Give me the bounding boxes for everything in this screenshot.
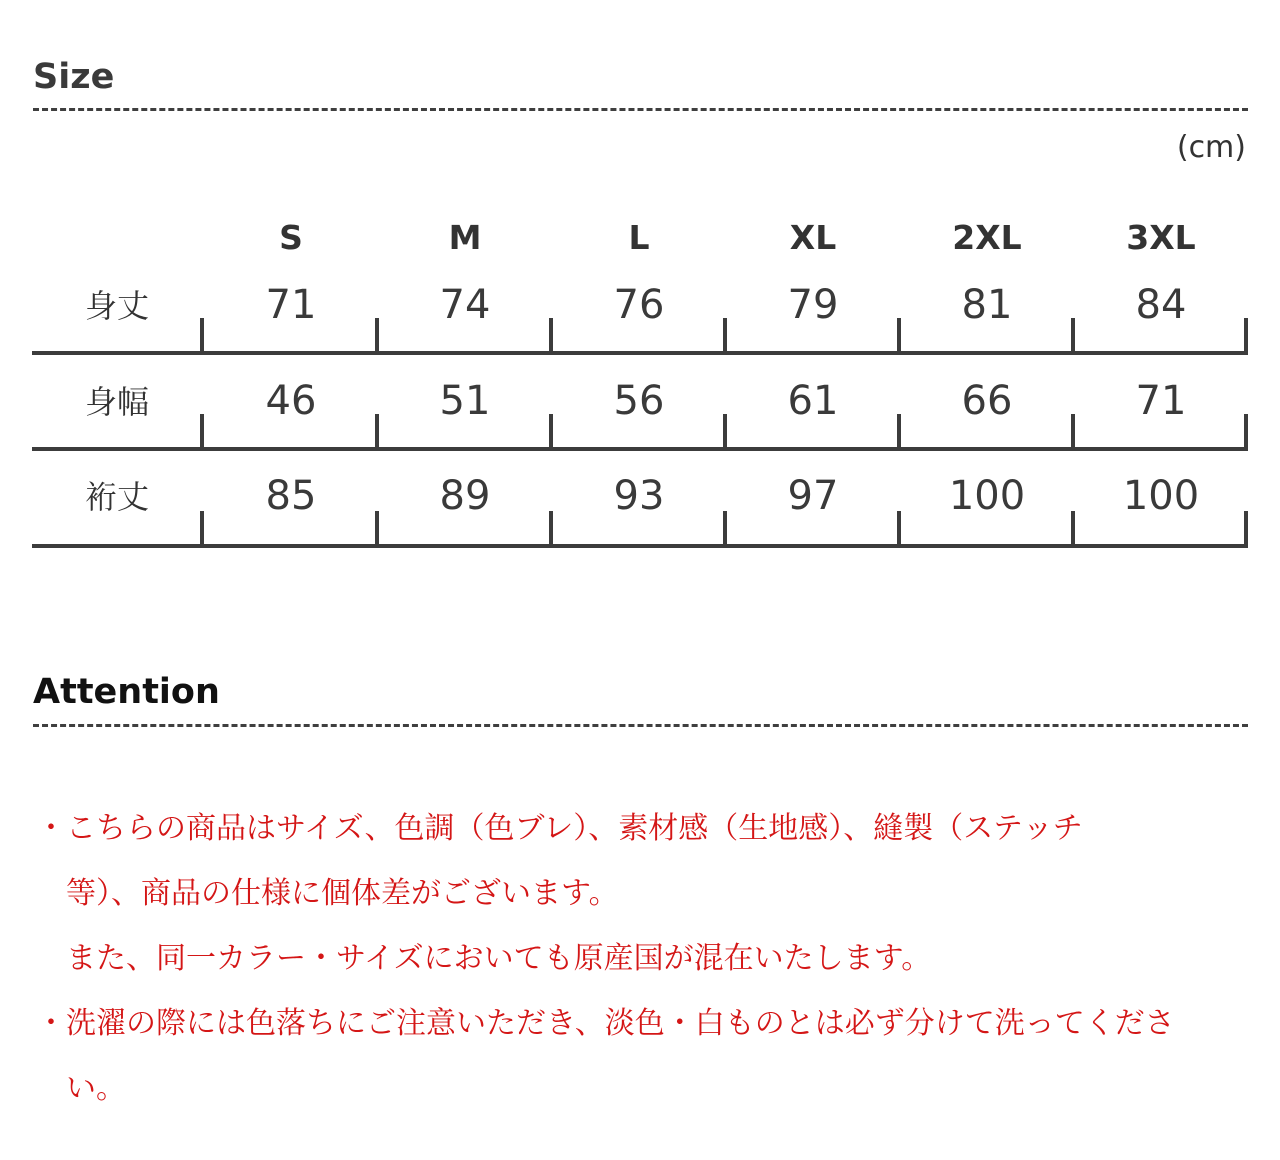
row-baseline xyxy=(32,351,1248,355)
table-cell: 51 xyxy=(439,378,491,424)
table-cell: 93 xyxy=(613,473,665,519)
table-cell: 89 xyxy=(439,473,491,519)
row-label: 裄丈 xyxy=(84,478,149,516)
table-row-sleeve-length xyxy=(32,471,1248,561)
column-tick xyxy=(549,511,553,545)
table-cell: 74 xyxy=(439,282,491,328)
column-header-2xl: 2XL xyxy=(952,218,1022,257)
table-cell: 81 xyxy=(961,282,1013,328)
attention-divider xyxy=(33,724,1248,727)
table-cell: 100 xyxy=(948,473,1026,519)
note-line xyxy=(36,861,1256,926)
note-line xyxy=(36,796,1256,861)
attention-heading: Attention xyxy=(33,672,220,712)
attention-notes xyxy=(36,796,1256,1121)
note-text: また、同一カラー・サイズにおいても原産国が混在いたします。 xyxy=(66,941,932,976)
bullet-marker: ・ xyxy=(36,811,66,846)
column-tick xyxy=(375,511,379,545)
column-tick xyxy=(723,511,727,545)
column-header-m: M xyxy=(448,218,482,257)
column-tick xyxy=(1244,414,1248,448)
column-tick xyxy=(1244,511,1248,545)
column-tick xyxy=(723,414,727,448)
column-tick xyxy=(549,414,553,448)
column-tick xyxy=(897,511,901,545)
table-cell: 100 xyxy=(1122,473,1200,519)
column-tick xyxy=(897,414,901,448)
note-text: 洗濯の際には色落ちにご注意いただき、淡色・白ものとは必ず分けて洗ってくださ xyxy=(66,1006,1175,1041)
table-cell: 97 xyxy=(787,473,839,519)
table-cell: 66 xyxy=(961,378,1013,424)
row-label: 身幅 xyxy=(84,383,149,421)
table-cell: 46 xyxy=(265,378,317,424)
bullet-marker: ・ xyxy=(36,1006,66,1041)
column-tick xyxy=(200,414,204,448)
note-line xyxy=(36,926,1256,991)
note-line xyxy=(36,1056,1256,1121)
column-tick xyxy=(723,318,727,352)
row-baseline xyxy=(32,544,1248,548)
size-heading: Size xyxy=(33,57,115,97)
column-tick xyxy=(200,318,204,352)
table-cell: 71 xyxy=(1135,378,1187,424)
size-table xyxy=(32,0,1248,560)
column-tick xyxy=(375,318,379,352)
table-cell: 79 xyxy=(787,282,839,328)
table-cell: 84 xyxy=(1135,282,1187,328)
column-tick xyxy=(1244,318,1248,352)
column-tick xyxy=(375,414,379,448)
table-row-body-width xyxy=(32,376,1248,466)
table-cell: 71 xyxy=(265,282,317,328)
column-header-xl: XL xyxy=(789,218,837,257)
table-cell: 56 xyxy=(613,378,665,424)
column-tick xyxy=(1071,318,1075,352)
row-label: 身丈 xyxy=(84,287,149,325)
column-tick xyxy=(897,318,901,352)
table-cell: 61 xyxy=(787,378,839,424)
column-header-3xl: 3XL xyxy=(1126,218,1196,257)
column-tick xyxy=(549,318,553,352)
note-text: 等）、商品の仕様に個体差がございます。 xyxy=(66,876,619,911)
column-tick xyxy=(1071,511,1075,545)
note-text: い。 xyxy=(66,1071,126,1106)
row-baseline xyxy=(32,447,1248,451)
unit-label: (cm) xyxy=(1176,130,1246,165)
column-tick xyxy=(1071,414,1075,448)
column-header-l: L xyxy=(628,218,650,257)
table-cell: 85 xyxy=(265,473,317,519)
table-cell: 76 xyxy=(613,282,665,328)
note-text: こちらの商品はサイズ、色調（色ブレ）、素材感（生地感）、縫製（ステッチ xyxy=(66,811,1083,846)
table-row-body-length xyxy=(32,280,1248,370)
column-header-s: S xyxy=(279,218,303,257)
note-line xyxy=(36,991,1256,1056)
column-tick xyxy=(200,511,204,545)
